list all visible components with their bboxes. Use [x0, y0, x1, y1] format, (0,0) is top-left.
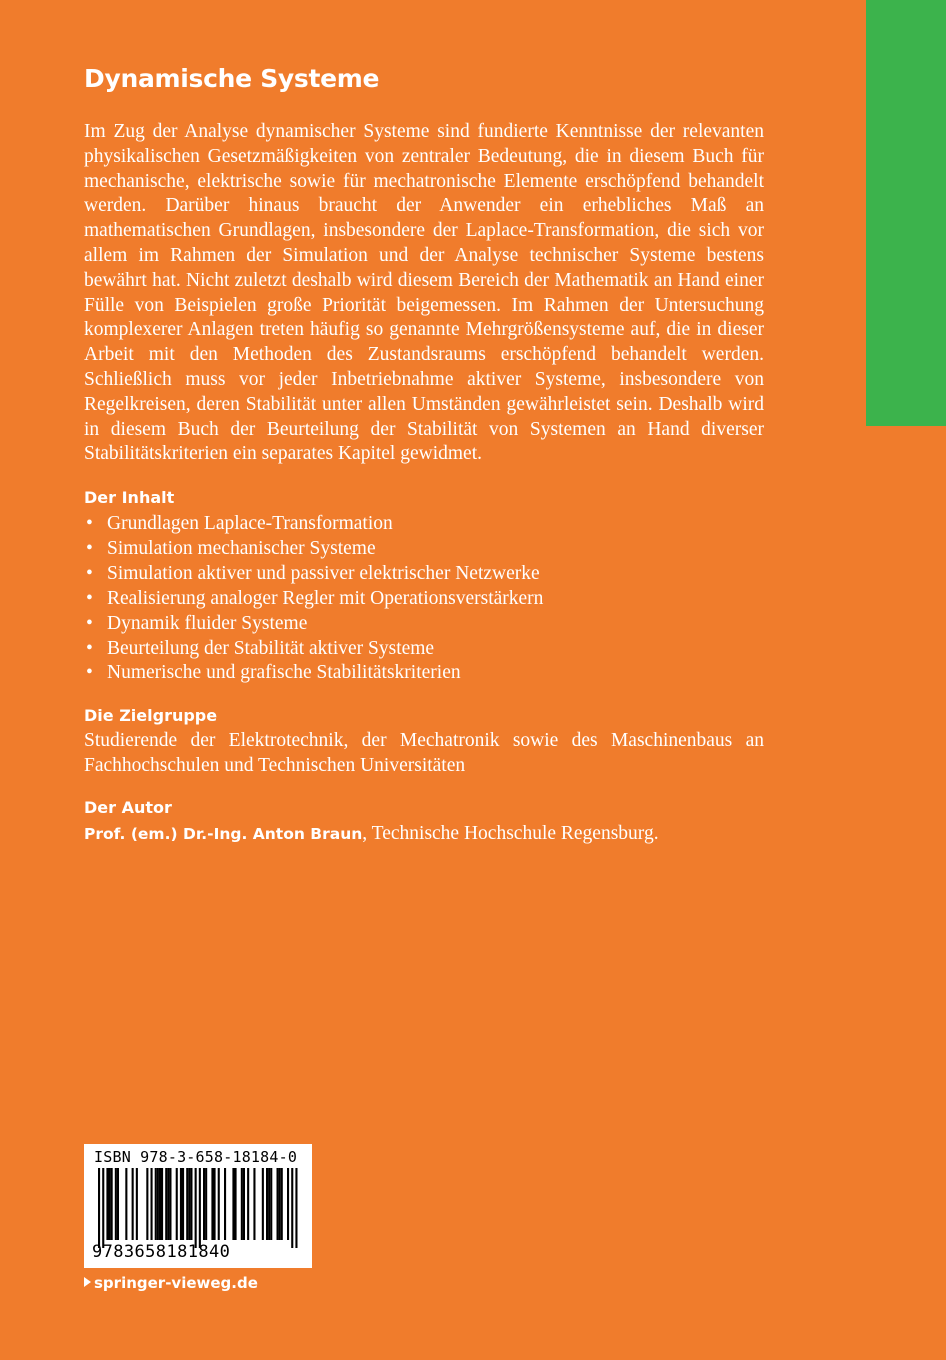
contents-item: • Grundlagen Laplace-Transformation [84, 512, 764, 537]
contents-list [84, 512, 764, 686]
author-line [84, 821, 764, 847]
book-title: Dynamische Systeme [84, 64, 380, 93]
barcode-bar [169, 1168, 171, 1240]
barcode-bar [188, 1168, 190, 1240]
barcode-bar [146, 1168, 148, 1240]
barcode-bar [190, 1168, 192, 1240]
ean-digits: 9783658181840 [92, 1242, 231, 1262]
blurb-paragraph: Im Zug der Analyse dynamischer Systeme sind fundierte Kenntnisse der relevanten physikalischen Gesetzmäßigkeiten von zentraler Bedeutung, die in diesem Buch für mechanische, elektrische sowie für mechatronische Elemente erschöpfend behandelt werden. Darüber hinaus braucht der Anwender ein erhebliches Maß an mathematischen Grundlagen, insbesondere der Laplace-Transformation, die sich vor allem im Rahmen der Simulation und der Analyse technischer Systeme bestens bewährt hat. Nicht zuletzt deshalb wird diesem Bereich der Mathematik an Hand einer Fülle von Beispielen große Priorität beigemessen. Im Rahmen der Untersuchung komplexerer Anlagen treten häufig so genannte Mehrgrößensysteme auf, die in dieser Arbeit mit den Methoden des Zustandsraums erschöpfend behandelt werden. Schließlich muss vor jeder Inbetriebnahme aktiver Systeme, insbesondere von Regelkreisen, deren Stabilität unter allen Umständen gewährleistet sein. Deshalb wird in diesem Buch der Beurteilung der Stabilität von Systemen an Hand diverser Stabilitätskriterien ein separates Kapitel gewidmet. [84, 121, 764, 465]
barcode-bar [253, 1168, 255, 1240]
barcode-bar [295, 1168, 297, 1248]
contents-item: • Simulation mechanischer Systeme [84, 537, 764, 562]
barcode-bar [277, 1168, 279, 1240]
barcode-bar [176, 1168, 178, 1240]
barcode-bar [218, 1168, 220, 1240]
isbn-label: ISBN 978-3-658-18184-0 [94, 1148, 298, 1166]
barcode-bar [279, 1168, 281, 1240]
barcode-bar [132, 1168, 134, 1240]
author-name: Prof. (em.) Dr.-Ing. Anton Braun [84, 825, 363, 843]
barcode-bar [151, 1168, 153, 1240]
barcode-bar [165, 1168, 167, 1240]
barcode-bar [199, 1168, 201, 1248]
author-affiliation: , Technische Hochschule Regensburg. [362, 823, 659, 844]
isbn-barcode [84, 1144, 312, 1268]
barcode-bar [205, 1168, 207, 1240]
barcode-bar [247, 1168, 249, 1240]
barcode-bar [281, 1168, 283, 1240]
barcode-bar [109, 1168, 111, 1240]
barcode-bar [232, 1168, 234, 1240]
contents-item: • Simulation aktiver und passiver elektrischer Netzwerke [84, 562, 764, 587]
barcode-bar [167, 1168, 169, 1240]
author-heading: Der Autor [84, 798, 172, 817]
barcode-bar [180, 1168, 182, 1240]
barcode-bar [186, 1168, 188, 1240]
barcode-bar [203, 1168, 205, 1240]
barcode-bar [224, 1168, 226, 1240]
barcode-bar [155, 1168, 157, 1240]
barcode-bar [125, 1168, 127, 1240]
barcode-bar [111, 1168, 113, 1240]
barcode-bar [161, 1168, 163, 1240]
barcode-bar [136, 1168, 138, 1240]
publisher-url: springer-vieweg.de [94, 1274, 258, 1292]
barcode-bar [268, 1168, 270, 1240]
arrow-right-icon [84, 1277, 91, 1287]
barcode-bar [266, 1168, 268, 1240]
green-side-tab [866, 0, 946, 426]
barcode-bar [102, 1168, 104, 1248]
barcode-bar [214, 1168, 216, 1240]
publisher-link[interactable] [84, 1274, 258, 1292]
barcode-bar [270, 1168, 272, 1240]
contents-item: • Realisierung analoger Regler mit Operationsverstärkern [84, 587, 764, 612]
barcode-bar [106, 1168, 108, 1240]
barcode-bar [262, 1168, 264, 1240]
barcode-bar [287, 1168, 289, 1240]
audience-text: Studierende der Elektrotechnik, der Mechatronik sowie des Maschinenbaus an Fachhochschulen und Technischen Universitäten [84, 730, 764, 776]
barcode-bar [243, 1168, 245, 1240]
barcode-bar [182, 1168, 184, 1240]
barcode-bar [241, 1168, 243, 1240]
barcode-bar [157, 1168, 159, 1240]
barcode-bar [211, 1168, 213, 1240]
contents-heading: Der Inhalt [84, 488, 175, 507]
contents-item: • Beurteilung der Stabilität aktiver Systeme [84, 637, 764, 662]
barcode-bar [195, 1168, 197, 1248]
contents-item: • Numerische und grafische Stabilitätskriterien [84, 661, 764, 686]
barcode-bar [291, 1168, 293, 1248]
contents-item: • Dynamik fluider Systeme [84, 612, 764, 637]
barcode-bar [159, 1168, 161, 1240]
barcode-bar [117, 1168, 119, 1240]
barcode-bar [235, 1168, 237, 1240]
barcode-bar [115, 1168, 117, 1240]
barcode-bar [98, 1168, 100, 1248]
audience-heading: Die Zielgruppe [84, 706, 218, 725]
